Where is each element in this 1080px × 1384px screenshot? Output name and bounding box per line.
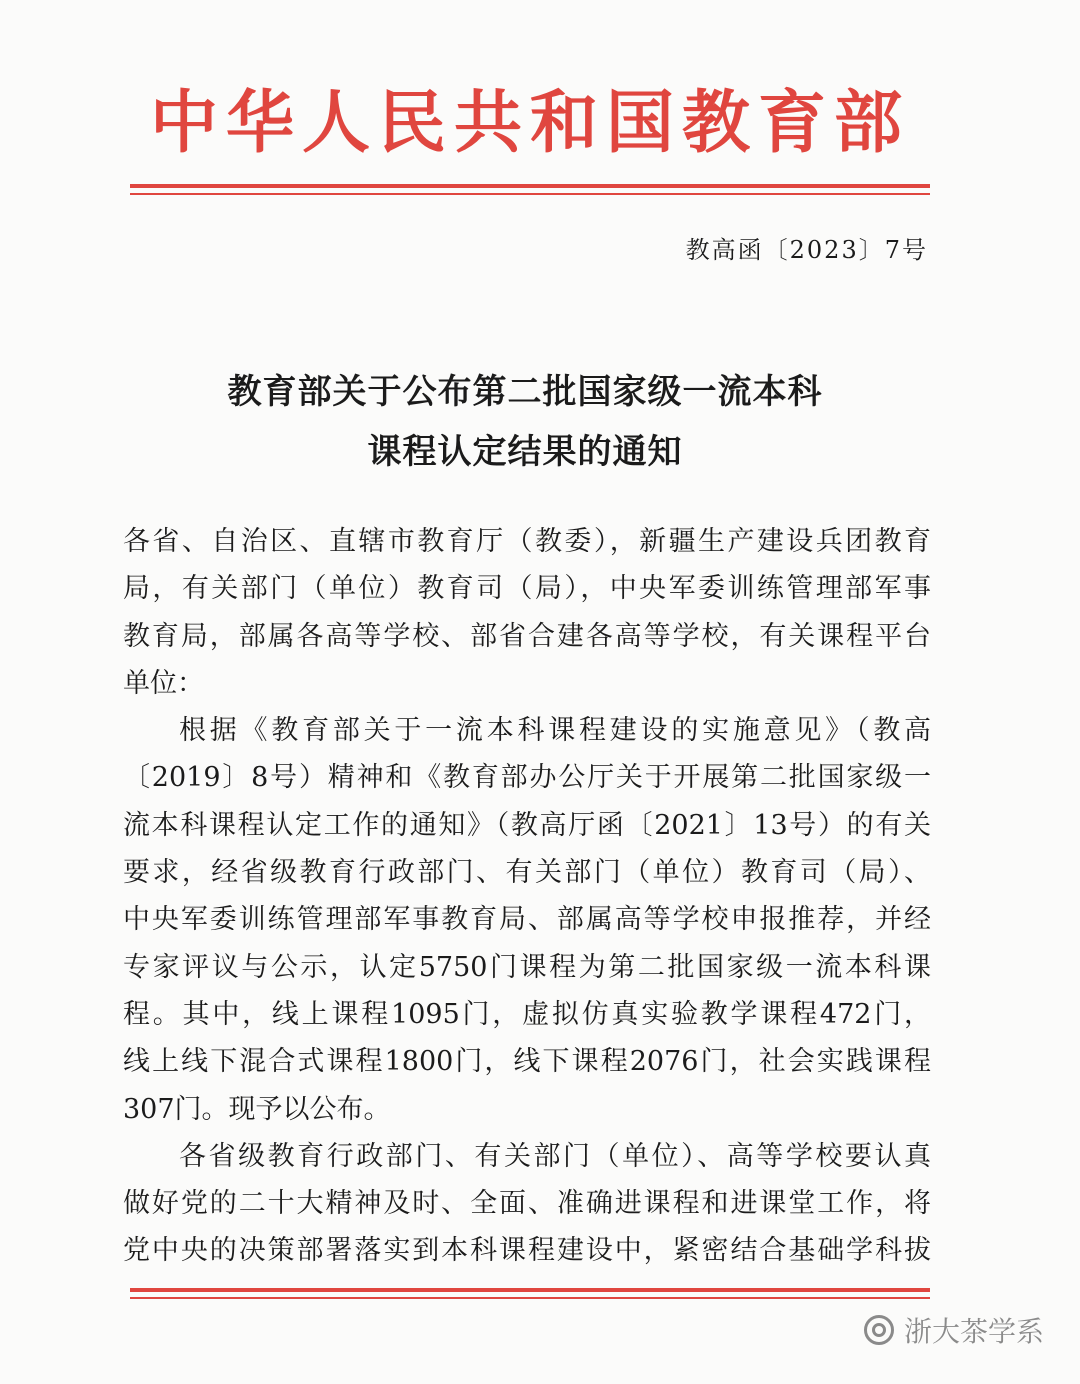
body-line: 单位： <box>123 667 204 699</box>
body-line: 307门。现予以公布。 <box>123 1093 391 1125</box>
body-line: 各省级教育行政部门、有关部门（单位）、高等学校要认真 <box>179 1140 931 1172</box>
ministry-header: 中华人民共和国教育部 <box>149 84 910 163</box>
body-line: 各省、自治区、直辖市教育厅（教委），新疆生产建设兵团教育 <box>123 526 931 557</box>
body-line: 中央军委训练管理部军事教育局、部属高等学校申报推荐，并经 <box>123 904 931 936</box>
footer-rule-thick <box>130 1288 930 1292</box>
document-number: 教高函〔2023〕7号 <box>685 236 928 264</box>
body-line: 教育局，部属各高等学校、部省合建各高等学校，有关课程平台 <box>123 620 931 652</box>
footer-rule-thin <box>130 1297 930 1299</box>
body-line: 局，有关部门（单位）教育司（局），中央军委训练管理部军事 <box>123 573 931 605</box>
body-line: 程。其中，线上课程1095门，虚拟仿真实验教学课程472门， <box>123 998 931 1030</box>
header-rule-thin <box>130 193 930 195</box>
body-line: 要求，经省级教育行政部门、有关部门（单位）教育司（局）、 <box>123 857 931 889</box>
body-line: 根据《教育部关于一流本科课程建设的实施意见》（教高 <box>179 715 931 747</box>
body-line: 党中央的决策部署落实到本科课程建设中，紧密结合基础学科拔 <box>123 1235 931 1267</box>
notice-title-line-1: 教育部关于公布第二批国家级一流本科 <box>227 372 823 412</box>
notice-body <box>123 518 931 1275</box>
wechat-icon <box>864 1315 894 1345</box>
body-line: 流本科课程认定工作的通知》（教高厅函〔2021〕13号）的有关 <box>123 809 931 841</box>
body-line: 〔2019〕8号）精神和《教育部办公厅关于开展第二批国家级一 <box>123 762 931 794</box>
watermark <box>864 1308 1044 1352</box>
notice-title <box>120 362 930 482</box>
body-line: 线上线下混合式课程1800门，线下课程2076门，社会实践课程 <box>123 1046 931 1078</box>
body-line: 专家评议与公示，认定5750门课程为第二批国家级一流本科课 <box>123 951 931 983</box>
watermark-text: 浙大茶学系 <box>903 1315 1044 1348</box>
notice-title-line-2: 课程认定结果的通知 <box>367 432 683 472</box>
header-rule-thick <box>130 184 930 188</box>
body-line: 做好党的二十大精神及时、全面、准确进课程和进课堂工作，将 <box>123 1188 931 1220</box>
